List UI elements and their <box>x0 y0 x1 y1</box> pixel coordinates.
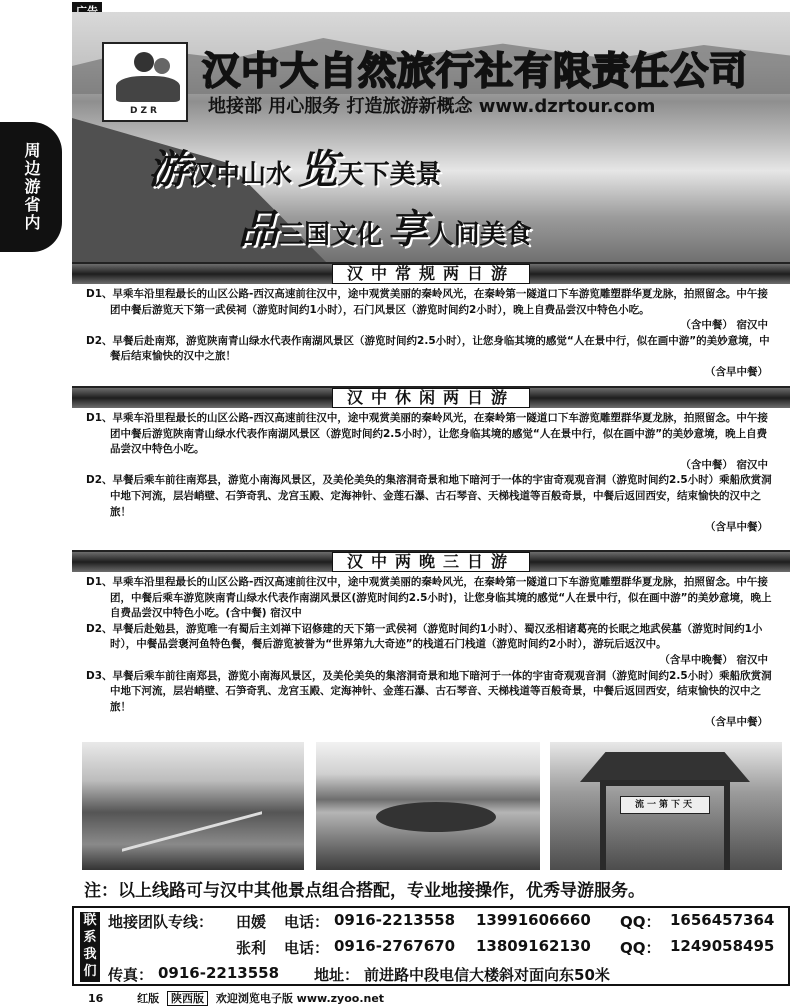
footer-edition: 红版 <box>137 992 160 1005</box>
section-3-day3-end: （含早中餐） <box>705 716 768 729</box>
logo-head-1 <box>134 52 154 72</box>
route-note: 注：以上线路可与汉中其他景点组合搭配，专业地接操作，优秀导游服务。 <box>84 881 645 901</box>
section-1-day2-end: （含早中餐） <box>705 365 768 378</box>
person2-qq-label: QQ： <box>620 939 661 957</box>
photo-strip <box>82 742 782 870</box>
section-3-itinerary <box>72 572 790 731</box>
photo-lake-islands <box>316 742 540 870</box>
side-tab-line2: 省内 <box>22 196 41 232</box>
headline-2-small-1: 三国文化 <box>278 220 383 250</box>
person2-name: 张利 <box>236 939 267 957</box>
section-3-banner <box>72 552 790 572</box>
photo-temple-plaque: 流一第下天 <box>620 796 710 814</box>
footer-text: 欢迎浏览电子版 www.zyoo.net <box>215 992 385 1005</box>
logo-body <box>116 76 180 102</box>
person1-qq-label: QQ： <box>620 913 661 931</box>
section-2-itinerary <box>72 408 790 536</box>
section-3 <box>72 550 790 731</box>
section-2-day2-end: （含早中餐） <box>705 521 768 534</box>
headline-1-big-2: 览 <box>297 147 338 193</box>
photo-temple-gate <box>550 742 782 870</box>
section-2-day1: D1、早乘车沿里程最长的山区公路-西汉高速前往汉中，途中观赏美丽的秦岭风光，在秦岭第一隧道口下车游览雕塑群华夏龙脉，拍照留念。中午接团中餐后游览陕南青山绿水代表作南湖风景区（游览时间约2.5小时），让您身临其境的感觉“人在景中行，似在画中游”的美妙意境，晚上自费品尝汉中特色小吃。 （含中餐） 宿汉中 <box>86 411 776 473</box>
photo-temple-roof <box>580 752 750 782</box>
address-label: 地址： <box>314 966 360 984</box>
hero-banner <box>72 12 790 268</box>
section-1-day2: D2、早餐后赴南郑，游览陕南青山绿水代表作南湖风景区（游览时间约2.5小时），让您身临其境的感觉“人在景中行，似在画中游”的美妙意境，中餐后结束愉快的汉中之旅！ （含早中餐） <box>86 334 776 381</box>
section-1-itinerary <box>72 284 790 381</box>
headline-2-small-2: 人间美食 <box>427 220 532 250</box>
person2-mobile: 13809162130 <box>476 937 591 955</box>
logo-head-2 <box>154 58 170 74</box>
section-1 <box>72 262 790 381</box>
side-tab-line1: 周边游 <box>22 142 41 196</box>
page-footer <box>88 990 384 1006</box>
section-3-day3: D3、早餐后乘车前往南郑县，游览小南海风景区，及美伦美奂的集溶洞奇景和地下暗河于一体的宇宙奇观观音洞（游览时间约2.5小时）乘船欣赏洞中地下河流，层岩峭壁、石笋奇乳、龙宫玉殿、定海神针、金莲石瀑、古石琴音、天梯栈道等百般奇景，中餐后返回西安，结束愉快的汉中之旅！ （含早中餐） <box>86 669 776 731</box>
fax-number: 0916-2213558 <box>158 964 280 982</box>
headline-1-big-1: 游 <box>148 147 188 193</box>
headline-1-small-1: 汉中山水 <box>188 160 293 190</box>
person1-name: 田媛 <box>236 913 267 931</box>
section-1-banner <box>72 264 790 284</box>
section-2-banner <box>72 388 790 408</box>
side-tab <box>0 122 62 252</box>
headline-1 <box>148 138 442 195</box>
section-1-title: 汉中常规两日游 <box>332 264 530 284</box>
fax-label: 传真： <box>108 966 154 984</box>
headline-2 <box>238 198 532 255</box>
section-3-title: 汉中两晚三日游 <box>332 552 530 572</box>
photo-temple-gateframe <box>600 780 730 870</box>
person1-phone: 0916-2213558 <box>334 911 456 929</box>
section-1-day1: D1、早乘车沿里程最长的山区公路-西汉高速前往汉中，途中观赏美丽的秦岭风光，在秦岭第一隧道口下车游览雕塑群华夏龙脉，拍照留念。中午接团中餐后游览天下第一武侯祠（游览时间约1小时），石门风景区（游览时间约2小时），晚上自费品尝汉中特色小吃。 （含中餐） 宿汉中 <box>86 287 776 334</box>
section-3-day2: D2、早餐后赴勉县，游览唯一有蜀后主刘禅下诏修建的天下第一武侯祠（游览时间约1小时）、蜀汉丞相诸葛亮的长眠之地武侯墓（游览时间约1小时），中餐品尝褒河鱼特色餐，餐后游览被誉为“世界第九大奇迹”的栈道石门栈道（游览时间约2小时），游玩后返汉中。 （含早中晚餐） 宿汉中 <box>86 622 776 669</box>
footer-box: 陕西版 <box>167 991 208 1006</box>
headline-2-big-1: 品 <box>238 207 278 253</box>
address: 前进路中段电信大楼斜对面向东50米 <box>364 966 610 984</box>
section-2 <box>72 386 790 536</box>
page-number: 16 <box>88 992 104 1005</box>
photo-walkway-rail <box>122 811 262 870</box>
person2-qq: 1249058495 <box>670 937 775 955</box>
section-2-title: 汉中休闲两日游 <box>332 388 530 408</box>
photo-lake-island <box>376 802 496 832</box>
section-2-day2: D2、早餐后乘车前往南郑县，游览小南海风景区，及美伦美奂的集溶洞奇景和地下暗河于一体的宇宙奇观观音洞（游览时间约2.5小时）乘船欣赏洞中地下河流，层岩峭壁、石笋奇乳、龙宫玉殿、定海神针、金莲石瀑、古石琴音、天梯栈道等百般奇景，中餐后返回西安，结束愉快的汉中之旅！ （含早中餐） <box>86 473 776 535</box>
company-name: 汉中大自然旅行社有限责任公司 <box>202 49 749 93</box>
section-3-day2-end: （含早中晚餐） 宿汉中 <box>659 653 768 666</box>
section-3-day1: D1、早乘车沿里程最长的山区公路-西汉高速前往汉中，途中观赏美丽的秦岭风光，在秦岭第一隧道口下车游览雕塑群华夏龙脉，拍照留念。中午接团，中餐后乘车游览陕南青山绿水代表作南湖风景区(游览时间约2.5小时)，让您身临其境的感觉“人在景中行，似在画中游”的美妙意境，晚上自费品尝汉中特色小吃。(含中餐) 宿汉中 <box>86 576 772 620</box>
company-logo <box>102 42 188 122</box>
person1-qq: 1656457364 <box>670 911 775 929</box>
person2-phone: 0916-2767670 <box>334 937 456 955</box>
person1-mobile: 13991606660 <box>476 911 591 929</box>
hotline-label: 地接团队专线： <box>108 913 214 931</box>
person1-phone-label: 电话： <box>284 913 330 931</box>
headline-2-big-2: 享 <box>387 207 428 253</box>
contact-box <box>72 906 790 986</box>
person2-phone-label: 电话： <box>284 939 330 957</box>
headline-1-small-2: 天下美景 <box>337 160 442 190</box>
contact-tab: 联系我们 <box>80 912 100 982</box>
section-2-day1-end: （含中餐） 宿汉中 <box>680 458 768 471</box>
logo-text: DZR <box>130 106 160 116</box>
section-1-day1-end: （含中餐） 宿汉中 <box>680 319 768 332</box>
slogan: 地接部 用心服务 打造旅游新概念 www.dzrtour.com <box>208 96 656 117</box>
photo-walkway <box>82 742 304 870</box>
